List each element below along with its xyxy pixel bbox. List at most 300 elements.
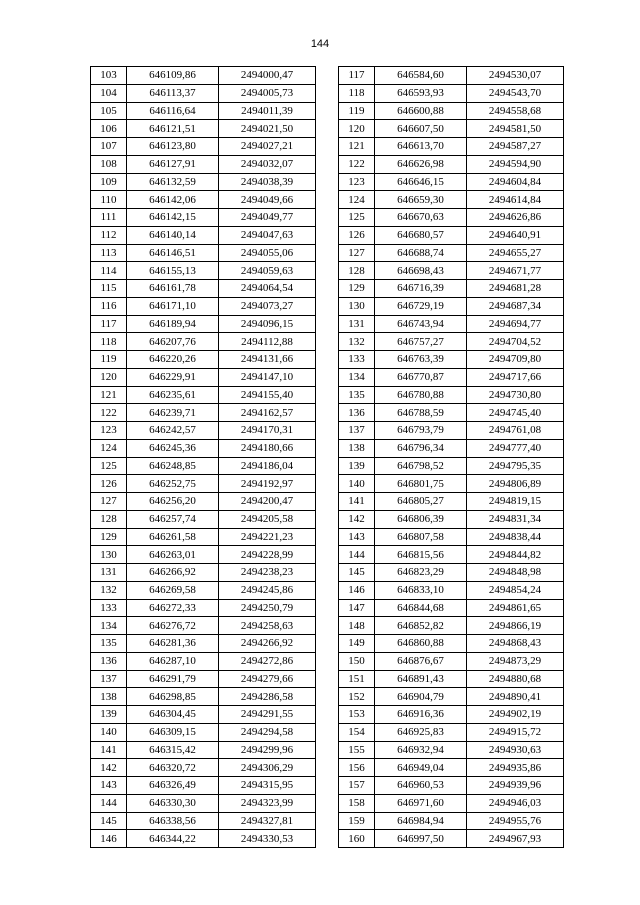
point-number-cell: 147: [339, 599, 375, 617]
x-coordinate-cell: 646670,63: [375, 209, 467, 227]
y-coordinate-cell: 2494704,52: [467, 333, 564, 351]
table-row: [91, 280, 316, 298]
y-coordinate-cell: 2494844,82: [467, 546, 564, 564]
x-coordinate-cell: 646796,34: [375, 439, 467, 457]
y-coordinate-cell: 2494777,40: [467, 439, 564, 457]
point-number-cell: 109: [91, 173, 127, 191]
y-coordinate-cell: 2494049,77: [219, 209, 316, 227]
y-coordinate-cell: 2494655,27: [467, 244, 564, 262]
y-coordinate-cell: 2494946,03: [467, 794, 564, 812]
table-row: [91, 759, 316, 777]
x-coordinate-cell: 646248,85: [127, 457, 219, 475]
y-coordinate-cell: 2494180,66: [219, 439, 316, 457]
point-number-cell: 155: [339, 741, 375, 759]
y-coordinate-cell: 2494021,50: [219, 120, 316, 138]
y-coordinate-cell: 2494530,07: [467, 67, 564, 85]
y-coordinate-cell: 2494687,34: [467, 297, 564, 315]
x-coordinate-cell: 646242,57: [127, 422, 219, 440]
table-row: [339, 777, 564, 795]
point-number-cell: 146: [339, 581, 375, 599]
y-coordinate-cell: 2494930,63: [467, 741, 564, 759]
table-row: [91, 191, 316, 209]
x-coordinate-cell: 646949,04: [375, 759, 467, 777]
point-number-cell: 130: [339, 297, 375, 315]
point-number-cell: 137: [339, 422, 375, 440]
point-number-cell: 143: [339, 528, 375, 546]
x-coordinate-cell: 646788,59: [375, 404, 467, 422]
coordinates-table-right: [338, 66, 564, 848]
x-coordinate-cell: 646688,74: [375, 244, 467, 262]
table-row: [91, 173, 316, 191]
table-row: [339, 652, 564, 670]
table-row: [339, 510, 564, 528]
x-coordinate-cell: 646189,94: [127, 315, 219, 333]
x-coordinate-cell: 646266,92: [127, 564, 219, 582]
point-number-cell: 117: [91, 315, 127, 333]
y-coordinate-cell: 2494626,86: [467, 209, 564, 227]
x-coordinate-cell: 646698,43: [375, 262, 467, 280]
point-number-cell: 154: [339, 723, 375, 741]
table-row: [91, 670, 316, 688]
y-coordinate-cell: 2494306,29: [219, 759, 316, 777]
y-coordinate-cell: 2494745,40: [467, 404, 564, 422]
point-number-cell: 145: [91, 812, 127, 830]
x-coordinate-cell: 646239,71: [127, 404, 219, 422]
y-coordinate-cell: 2494671,77: [467, 262, 564, 280]
point-number-cell: 148: [339, 617, 375, 635]
x-coordinate-cell: 646256,20: [127, 493, 219, 511]
x-coordinate-cell: 646304,45: [127, 706, 219, 724]
table-row: [91, 67, 316, 85]
table-row: [91, 155, 316, 173]
x-coordinate-cell: 646916,36: [375, 706, 467, 724]
table-row: [339, 581, 564, 599]
point-number-cell: 108: [91, 155, 127, 173]
x-coordinate-cell: 646925,83: [375, 723, 467, 741]
point-number-cell: 141: [91, 741, 127, 759]
x-coordinate-cell: 646220,26: [127, 351, 219, 369]
x-coordinate-cell: 646716,39: [375, 280, 467, 298]
point-number-cell: 139: [91, 706, 127, 724]
table-row: [339, 102, 564, 120]
table-row: [339, 120, 564, 138]
x-coordinate-cell: 646607,50: [375, 120, 467, 138]
y-coordinate-cell: 2494258,63: [219, 617, 316, 635]
point-number-cell: 125: [91, 457, 127, 475]
table-row: [91, 546, 316, 564]
x-coordinate-cell: 646140,14: [127, 226, 219, 244]
y-coordinate-cell: 2494272,86: [219, 652, 316, 670]
table-row: [339, 280, 564, 298]
y-coordinate-cell: 2494000,47: [219, 67, 316, 85]
point-number-cell: 150: [339, 652, 375, 670]
y-coordinate-cell: 2494640,91: [467, 226, 564, 244]
y-coordinate-cell: 2494112,88: [219, 333, 316, 351]
x-coordinate-cell: 646142,15: [127, 209, 219, 227]
x-coordinate-cell: 646320,72: [127, 759, 219, 777]
table-row: [339, 546, 564, 564]
point-number-cell: 123: [339, 173, 375, 191]
x-coordinate-cell: 646326,49: [127, 777, 219, 795]
point-number-cell: 105: [91, 102, 127, 120]
x-coordinate-cell: 646116,64: [127, 102, 219, 120]
y-coordinate-cell: 2494915,72: [467, 723, 564, 741]
y-coordinate-cell: 2494049,66: [219, 191, 316, 209]
x-coordinate-cell: 646876,67: [375, 652, 467, 670]
point-number-cell: 151: [339, 670, 375, 688]
x-coordinate-cell: 646960,53: [375, 777, 467, 795]
x-coordinate-cell: 646626,98: [375, 155, 467, 173]
y-coordinate-cell: 2494614,84: [467, 191, 564, 209]
x-coordinate-cell: 646770,87: [375, 368, 467, 386]
y-coordinate-cell: 2494543,70: [467, 84, 564, 102]
table-row: [91, 439, 316, 457]
x-coordinate-cell: 646823,29: [375, 564, 467, 582]
point-number-cell: 112: [91, 226, 127, 244]
x-coordinate-cell: 646763,39: [375, 351, 467, 369]
table-row: [339, 688, 564, 706]
x-coordinate-cell: 646287,10: [127, 652, 219, 670]
x-coordinate-cell: 646852,82: [375, 617, 467, 635]
point-number-cell: 103: [91, 67, 127, 85]
table-row: [339, 812, 564, 830]
x-coordinate-cell: 646281,36: [127, 635, 219, 653]
y-coordinate-cell: 2494806,89: [467, 475, 564, 493]
y-coordinate-cell: 2494327,81: [219, 812, 316, 830]
table-row: [91, 475, 316, 493]
y-coordinate-cell: 2494228,99: [219, 546, 316, 564]
y-coordinate-cell: 2494027,21: [219, 138, 316, 156]
point-number-cell: 138: [91, 688, 127, 706]
point-number-cell: 129: [339, 280, 375, 298]
table-row: [91, 635, 316, 653]
y-coordinate-cell: 2494131,66: [219, 351, 316, 369]
y-coordinate-cell: 2494861,65: [467, 599, 564, 617]
point-number-cell: 142: [91, 759, 127, 777]
y-coordinate-cell: 2494854,24: [467, 581, 564, 599]
table-row: [91, 581, 316, 599]
point-number-cell: 104: [91, 84, 127, 102]
y-coordinate-cell: 2494717,66: [467, 368, 564, 386]
table-row: [339, 155, 564, 173]
table-row: [91, 262, 316, 280]
point-number-cell: 125: [339, 209, 375, 227]
x-coordinate-cell: 646146,51: [127, 244, 219, 262]
point-number-cell: 128: [339, 262, 375, 280]
table-row: [91, 102, 316, 120]
y-coordinate-cell: 2494955,76: [467, 812, 564, 830]
y-coordinate-cell: 2494200,47: [219, 493, 316, 511]
x-coordinate-cell: 646891,43: [375, 670, 467, 688]
table-row: [91, 794, 316, 812]
table-row: [339, 493, 564, 511]
table-row: [339, 351, 564, 369]
x-coordinate-cell: 646798,52: [375, 457, 467, 475]
table-row: [339, 723, 564, 741]
point-number-cell: 131: [91, 564, 127, 582]
y-coordinate-cell: 2494880,68: [467, 670, 564, 688]
table-row: [339, 706, 564, 724]
table-row: [91, 510, 316, 528]
x-coordinate-cell: 646235,61: [127, 386, 219, 404]
y-coordinate-cell: 2494795,35: [467, 457, 564, 475]
x-coordinate-cell: 646161,78: [127, 280, 219, 298]
y-coordinate-cell: 2494604,84: [467, 173, 564, 191]
point-number-cell: 143: [91, 777, 127, 795]
y-coordinate-cell: 2494873,29: [467, 652, 564, 670]
x-coordinate-cell: 646127,91: [127, 155, 219, 173]
x-coordinate-cell: 646269,58: [127, 581, 219, 599]
point-number-cell: 128: [91, 510, 127, 528]
y-coordinate-cell: 2494011,39: [219, 102, 316, 120]
point-number-cell: 141: [339, 493, 375, 511]
y-coordinate-cell: 2494935,86: [467, 759, 564, 777]
x-coordinate-cell: 646272,33: [127, 599, 219, 617]
y-coordinate-cell: 2494064,54: [219, 280, 316, 298]
x-coordinate-cell: 646113,37: [127, 84, 219, 102]
y-coordinate-cell: 2494162,57: [219, 404, 316, 422]
table-row: [91, 741, 316, 759]
table-row: [339, 315, 564, 333]
point-number-cell: 142: [339, 510, 375, 528]
table-row: [339, 138, 564, 156]
point-number-cell: 136: [339, 404, 375, 422]
table-row: [91, 368, 316, 386]
x-coordinate-cell: 646860,88: [375, 635, 467, 653]
point-number-cell: 126: [339, 226, 375, 244]
point-number-cell: 135: [91, 635, 127, 653]
y-coordinate-cell: 2494266,92: [219, 635, 316, 653]
x-coordinate-cell: 646207,76: [127, 333, 219, 351]
x-coordinate-cell: 646229,91: [127, 368, 219, 386]
x-coordinate-cell: 646309,15: [127, 723, 219, 741]
table-row: [91, 564, 316, 582]
y-coordinate-cell: 2494186,04: [219, 457, 316, 475]
table-row: [91, 652, 316, 670]
point-number-cell: 132: [91, 581, 127, 599]
table-row: [339, 262, 564, 280]
table-row: [339, 191, 564, 209]
point-number-cell: 120: [339, 120, 375, 138]
y-coordinate-cell: 2494709,80: [467, 351, 564, 369]
table-row: [339, 297, 564, 315]
y-coordinate-cell: 2494038,39: [219, 173, 316, 191]
x-coordinate-cell: 646276,72: [127, 617, 219, 635]
point-number-cell: 136: [91, 652, 127, 670]
table-row: [91, 120, 316, 138]
y-coordinate-cell: 2494730,80: [467, 386, 564, 404]
y-coordinate-cell: 2494323,99: [219, 794, 316, 812]
point-number-cell: 113: [91, 244, 127, 262]
point-number-cell: 137: [91, 670, 127, 688]
table-row: [339, 599, 564, 617]
table-row: [91, 599, 316, 617]
table-row: [339, 368, 564, 386]
point-number-cell: 119: [339, 102, 375, 120]
x-coordinate-cell: 646121,51: [127, 120, 219, 138]
y-coordinate-cell: 2494147,10: [219, 368, 316, 386]
point-number-cell: 139: [339, 457, 375, 475]
y-coordinate-cell: 2494967,93: [467, 830, 564, 848]
point-number-cell: 134: [339, 368, 375, 386]
y-coordinate-cell: 2494221,23: [219, 528, 316, 546]
table-row: [91, 688, 316, 706]
x-coordinate-cell: 646257,74: [127, 510, 219, 528]
point-number-cell: 107: [91, 138, 127, 156]
table-row: [91, 315, 316, 333]
point-number-cell: 120: [91, 368, 127, 386]
y-coordinate-cell: 2494032,07: [219, 155, 316, 173]
point-number-cell: 122: [339, 155, 375, 173]
x-coordinate-cell: 646338,56: [127, 812, 219, 830]
point-number-cell: 140: [339, 475, 375, 493]
table-row: [339, 741, 564, 759]
y-coordinate-cell: 2494902,19: [467, 706, 564, 724]
point-number-cell: 144: [91, 794, 127, 812]
table-row: [339, 67, 564, 85]
coordinates-table-left: [90, 66, 316, 848]
x-coordinate-cell: 646584,60: [375, 67, 467, 85]
table-row: [91, 777, 316, 795]
y-coordinate-cell: 2494694,77: [467, 315, 564, 333]
y-coordinate-cell: 2494073,27: [219, 297, 316, 315]
point-number-cell: 131: [339, 315, 375, 333]
y-coordinate-cell: 2494848,98: [467, 564, 564, 582]
x-coordinate-cell: 646780,88: [375, 386, 467, 404]
point-number-cell: 127: [91, 493, 127, 511]
x-coordinate-cell: 646330,30: [127, 794, 219, 812]
x-coordinate-cell: 646613,70: [375, 138, 467, 156]
table-row: [91, 812, 316, 830]
table-row: [91, 493, 316, 511]
table-row: [91, 528, 316, 546]
y-coordinate-cell: 2494890,41: [467, 688, 564, 706]
table-row: [339, 635, 564, 653]
table-row: [91, 457, 316, 475]
point-number-cell: 159: [339, 812, 375, 830]
y-coordinate-cell: 2494587,27: [467, 138, 564, 156]
table-row: [91, 297, 316, 315]
point-number-cell: 121: [339, 138, 375, 156]
x-coordinate-cell: 646807,58: [375, 528, 467, 546]
y-coordinate-cell: 2494245,86: [219, 581, 316, 599]
x-coordinate-cell: 646252,75: [127, 475, 219, 493]
table-row: [91, 84, 316, 102]
x-coordinate-cell: 646344,22: [127, 830, 219, 848]
point-number-cell: 119: [91, 351, 127, 369]
point-number-cell: 106: [91, 120, 127, 138]
y-coordinate-cell: 2494192,97: [219, 475, 316, 493]
x-coordinate-cell: 646806,39: [375, 510, 467, 528]
point-number-cell: 130: [91, 546, 127, 564]
y-coordinate-cell: 2494059,63: [219, 262, 316, 280]
table-row: [339, 226, 564, 244]
table-row: [339, 404, 564, 422]
y-coordinate-cell: 2494155,40: [219, 386, 316, 404]
point-number-cell: 114: [91, 262, 127, 280]
y-coordinate-cell: 2494294,58: [219, 723, 316, 741]
table-row: [91, 209, 316, 227]
x-coordinate-cell: 646261,58: [127, 528, 219, 546]
x-coordinate-cell: 646904,79: [375, 688, 467, 706]
table-row: [91, 138, 316, 156]
table-row: [339, 386, 564, 404]
point-number-cell: 123: [91, 422, 127, 440]
y-coordinate-cell: 2494681,28: [467, 280, 564, 298]
x-coordinate-cell: 646593,93: [375, 84, 467, 102]
y-coordinate-cell: 2494330,53: [219, 830, 316, 848]
y-coordinate-cell: 2494291,55: [219, 706, 316, 724]
table-row: [91, 422, 316, 440]
point-number-cell: 135: [339, 386, 375, 404]
table-row: [91, 386, 316, 404]
table-row: [91, 830, 316, 848]
x-coordinate-cell: 646291,79: [127, 670, 219, 688]
table-row: [339, 457, 564, 475]
x-coordinate-cell: 646801,75: [375, 475, 467, 493]
point-number-cell: 152: [339, 688, 375, 706]
y-coordinate-cell: 2494868,43: [467, 635, 564, 653]
point-number-cell: 149: [339, 635, 375, 653]
x-coordinate-cell: 646833,10: [375, 581, 467, 599]
x-coordinate-cell: 646971,60: [375, 794, 467, 812]
x-coordinate-cell: 646844,68: [375, 599, 467, 617]
table-row: [91, 617, 316, 635]
point-number-cell: 156: [339, 759, 375, 777]
point-number-cell: 126: [91, 475, 127, 493]
point-number-cell: 140: [91, 723, 127, 741]
page-number: 144: [310, 38, 330, 50]
table-row: [91, 333, 316, 351]
x-coordinate-cell: 646743,94: [375, 315, 467, 333]
x-coordinate-cell: 646932,94: [375, 741, 467, 759]
table-row: [339, 244, 564, 262]
y-coordinate-cell: 2494005,73: [219, 84, 316, 102]
x-coordinate-cell: 646757,27: [375, 333, 467, 351]
table-row: [339, 794, 564, 812]
y-coordinate-cell: 2494838,44: [467, 528, 564, 546]
table-row: [339, 830, 564, 848]
point-number-cell: 133: [339, 351, 375, 369]
y-coordinate-cell: 2494939,96: [467, 777, 564, 795]
y-coordinate-cell: 2494170,31: [219, 422, 316, 440]
x-coordinate-cell: 646171,10: [127, 297, 219, 315]
point-number-cell: 127: [339, 244, 375, 262]
table-row: [339, 173, 564, 191]
x-coordinate-cell: 646600,88: [375, 102, 467, 120]
x-coordinate-cell: 646793,79: [375, 422, 467, 440]
table-row: [339, 439, 564, 457]
x-coordinate-cell: 646815,56: [375, 546, 467, 564]
y-coordinate-cell: 2494055,06: [219, 244, 316, 262]
table-row: [339, 564, 564, 582]
y-coordinate-cell: 2494299,96: [219, 741, 316, 759]
table-row: [339, 422, 564, 440]
point-number-cell: 157: [339, 777, 375, 795]
table-row: [91, 226, 316, 244]
point-number-cell: 132: [339, 333, 375, 351]
y-coordinate-cell: 2494315,95: [219, 777, 316, 795]
x-coordinate-cell: 646729,19: [375, 297, 467, 315]
x-coordinate-cell: 646805,27: [375, 493, 467, 511]
y-coordinate-cell: 2494286,58: [219, 688, 316, 706]
table-row: [339, 670, 564, 688]
y-coordinate-cell: 2494205,58: [219, 510, 316, 528]
x-coordinate-cell: 646680,57: [375, 226, 467, 244]
point-number-cell: 115: [91, 280, 127, 298]
point-number-cell: 117: [339, 67, 375, 85]
point-number-cell: 146: [91, 830, 127, 848]
